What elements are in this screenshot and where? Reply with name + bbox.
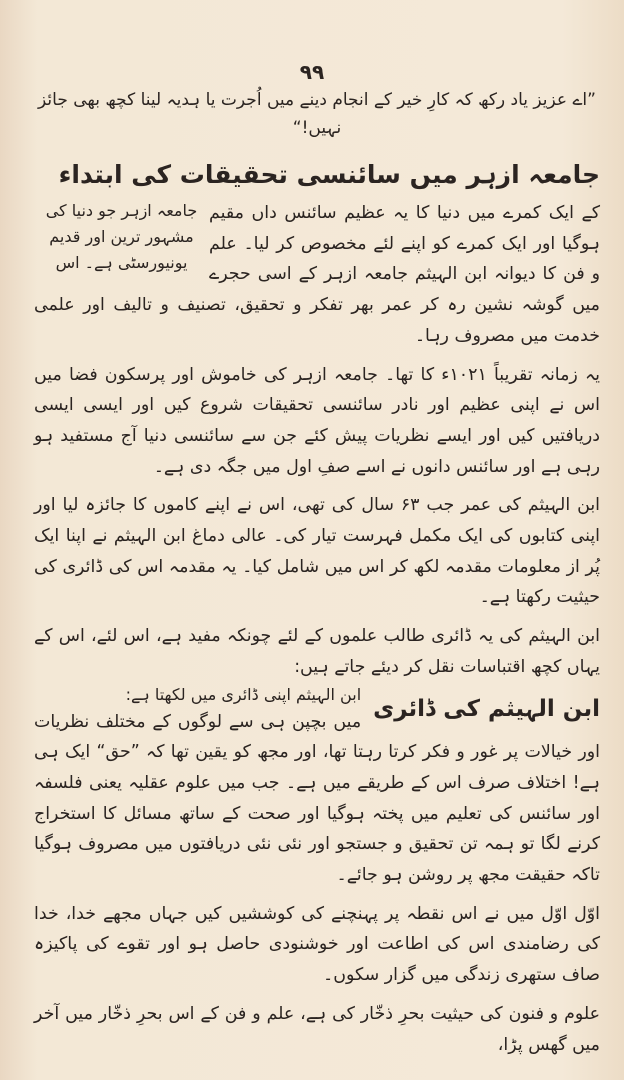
section-2-aside: ابن الہیثم اپنی ڈائری میں لکھتا ہے: — [125, 684, 362, 704]
paragraph: ابن الہیثم کی عمر جب ۶۳ سال کی تھی، اس نے اپنے کاموں کا جائزہ لیا اور اپنی کتابوں کی ایک مکمل فہرست تیار کی۔ عالی دماغ ابن الہیثم نے اپنا ایک پُر از معلومات مقدمہ لکھ کر اس میں شامل کیا۔ یہ مقدمہ اس کی ڈائری کی حیثیت رکھتا ہے۔ — [34, 495, 600, 608]
page-content — [34, 86, 600, 1060]
section-2-head — [34, 683, 600, 722]
section-2-heading: ابن الہیثم کی ڈائری — [373, 695, 600, 722]
quote-line: ”اے عزیز یاد رکھ کہ کارِ خیر کے انجام دینے میں اُجرت یا ہدیہ لینا کچھ بھی جائز نہیں!“ — [38, 90, 596, 138]
paragraph: میں بچپن ہی سے لوگوں کے مختلف نظریات اور خیالات پر غور و فکر کرتا رہتا تھا، اور مجھ کو یقین تھا کہ ”حق“ ایک ہی ہے! اختلاف صرف اس کے طریقے میں ہے۔ جب میں علوم عقلیہ یعنی فلسفہ اور سائنس کی تعلیم میں پختہ ہوگیا اور صحت کے ساتھ مسائل کا استخراج کرنے لگا تو ہمہ تن تحقیق و جستجو اور نئی نئی دریافتوں میں مصروف ہوگیا تاکہ حقیقت مجھ پر روشن ہو جائے۔ — [34, 711, 600, 886]
section-1-aside: جامعہ ازہر جو دنیا کی مشہور ترین اور قدیم یونیورسٹی ہے۔ اس — [45, 201, 198, 272]
paragraph: یہ زمانہ تقریباً ۱۰۲۱ء کا تھا۔ جامعہ ازہر کی خاموش اور پرسکون فضا میں اس نے اپنی عظیم اور نادر سائنسی تحقیقات شروع کیں اور ایسی ایسی دریافتیں کیں اور ایسے نظریات پیش کئے جن سے سائنسی دنیا آج مستفید ہو رہی ہے اور سائنس دانوں نے اسے صفِ اول میں جگہ دی ہے۔ — [34, 364, 600, 477]
paragraph: علوم و فنون کی حیثیت بحرِ ذخّار کی ہے، علم و فن کے اس بحرِ ذخّار میں آخر میں گھس پڑا، — [34, 1003, 600, 1055]
paragraph: اوّل اوّل میں نے اس نقطہ پر پہنچنے کی کوششیں کیں جہاں مجھے خدا، خدا کی رضامندی اس کی اطاعت اور خوشنودی حاصل ہو اور تقوے کی پاکیزہ صاف ستھری زندگی میں گزار سکوں۔ — [34, 903, 600, 986]
page-number: ۹۹ — [299, 60, 325, 84]
paragraph: کے ایک کمرے میں دنیا کا یہ عظیم سائنس داں مقیم ہوگیا اور ایک کمرے کو اپنے لئے مخصوص کر لیا۔ علم و فن کا دیوانہ ابن الہیثم جامعہ ازہر کے اسی حجرے میں گوشہ نشین رہ کر عمر بھر تفکر و تحقیق، تصنیف و تالیف اور علمی خدمت میں مصروف رہا۔ — [34, 203, 600, 346]
paragraph: ابن الہیثم کی یہ ڈائری طالب علموں کے لئے چونکہ مفید ہے، اس لئے، اس کے یہاں کچھ اقتباسات نقل کر دیئے جاتے ہیں: — [34, 626, 600, 677]
section-1-heading: جامعہ ازہر میں سائنسی تحقیقات کی ابتداء — [58, 160, 600, 189]
